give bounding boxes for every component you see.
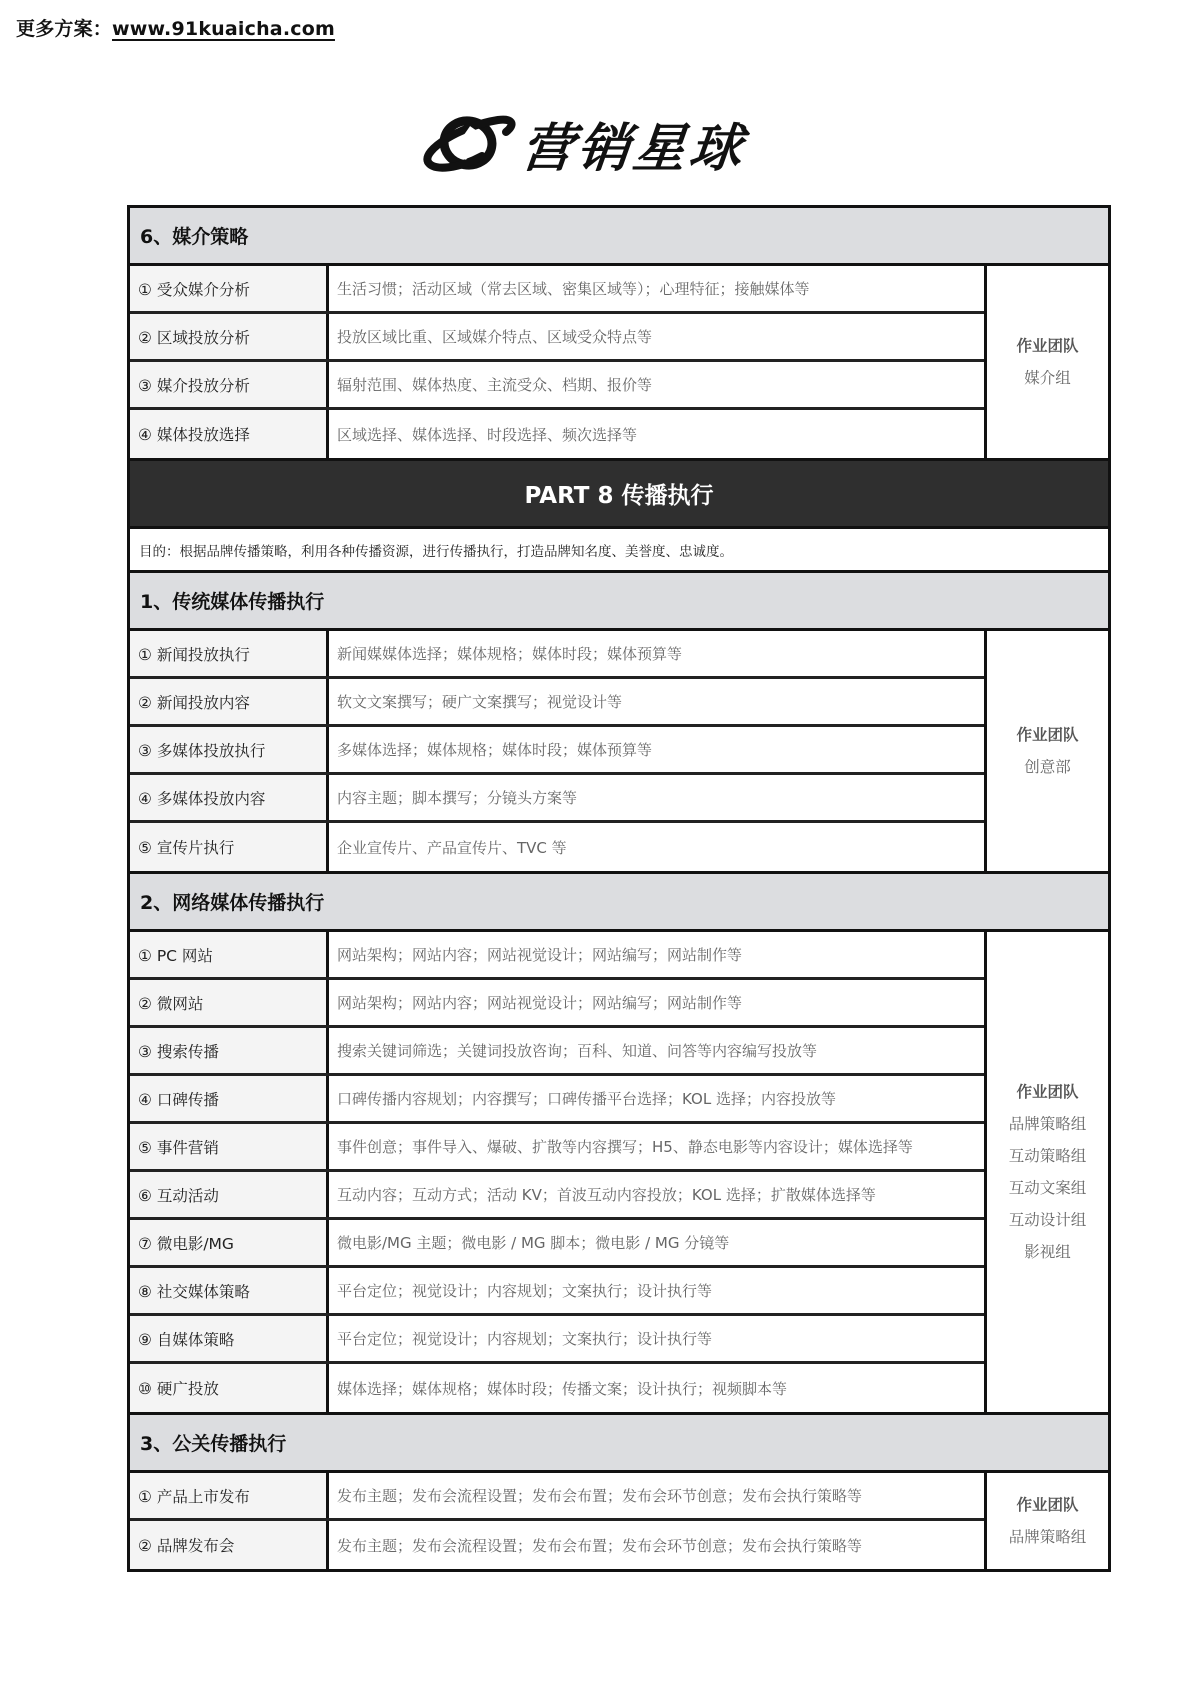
table-row	[130, 362, 984, 410]
row-content: 多媒体选择；媒体规格；媒体时段；媒体预算等	[329, 727, 984, 772]
team-member: 互动设计组	[1008, 1211, 1087, 1229]
section-group-pr	[130, 1473, 1108, 1569]
team-member: 创意部	[1024, 758, 1071, 776]
row-content: 软文文案撰写；硬广文案撰写；视觉设计等	[329, 679, 984, 724]
more-plans-label: 更多方案：	[16, 18, 113, 40]
team-member: 互动策略组	[1008, 1147, 1087, 1165]
table-row	[130, 1220, 984, 1268]
table-row	[130, 314, 984, 362]
row-content: 辐射范围、媒体热度、主流受众、档期、报价等	[329, 362, 984, 407]
row-content: 投放区域比重、区域媒介特点、区域受众特点等	[329, 314, 984, 359]
row-label: ⑩ 硬广投放	[130, 1364, 329, 1412]
row-label: ⑨ 自媒体策略	[130, 1316, 329, 1361]
table-row	[130, 410, 984, 458]
team-member: 品牌策略组	[1008, 1528, 1087, 1546]
table-row	[130, 1364, 984, 1412]
row-label: ② 区域投放分析	[130, 314, 329, 359]
more-plans-link-line	[16, 14, 335, 41]
row-content: 企业宣传片、产品宣传片、TVC 等	[329, 823, 984, 871]
row-label: ② 微网站	[130, 980, 329, 1025]
table-row	[130, 1473, 984, 1521]
table-row	[130, 775, 984, 823]
row-content: 新闻媒媒体选择；媒体规格；媒体时段；媒体预算等	[329, 631, 984, 676]
plan-table	[127, 205, 1111, 1572]
part-title: PART 8 传播执行	[130, 461, 1108, 529]
row-content: 网站架构；网站内容；网站视觉设计；网站编写；网站制作等	[329, 980, 984, 1025]
team-member: 品牌策略组	[1008, 1115, 1087, 1133]
team-member: 互动文案组	[1008, 1179, 1087, 1197]
table-row	[130, 1268, 984, 1316]
row-label: ③ 搜索传播	[130, 1028, 329, 1073]
section-title-traditional-media: 1、传统媒体传播执行	[130, 573, 1108, 631]
section-title-online-media: 2、网络媒体传播执行	[130, 874, 1108, 932]
row-label: ① 产品上市发布	[130, 1473, 329, 1518]
row-content: 区域选择、媒体选择、时段选择、频次选择等	[329, 410, 984, 458]
row-content: 互动内容；互动方式；活动 KV；首波互动内容投放；KOL 选择；扩散媒体选择等	[329, 1172, 984, 1217]
row-label: ⑥ 互动活动	[130, 1172, 329, 1217]
table-row	[130, 1076, 984, 1124]
row-label: ① PC 网站	[130, 932, 329, 977]
team-cell	[984, 1473, 1108, 1569]
table-row	[130, 266, 984, 314]
row-label: ③ 媒介投放分析	[130, 362, 329, 407]
table-row	[130, 1172, 984, 1220]
team-title: 作业团队	[1016, 337, 1079, 355]
row-content: 搜索关键词筛选；关键词投放咨询；百科、知道、问答等内容编写投放等	[329, 1028, 984, 1073]
section-group-online-media	[130, 932, 1108, 1415]
row-label: ⑤ 事件营销	[130, 1124, 329, 1169]
row-content: 口碑传播内容规划；内容撰写；口碑传播平台选择；KOL 选择；内容投放等	[329, 1076, 984, 1121]
section-group-traditional-media	[130, 631, 1108, 874]
brand-name: 营销星球	[518, 118, 749, 179]
row-content: 平台定位；视觉设计；内容规划；文案执行；设计执行等	[329, 1268, 984, 1313]
table-row	[130, 679, 984, 727]
table-row	[130, 1028, 984, 1076]
table-row	[130, 1521, 984, 1569]
row-label: ⑦ 微电影/MG	[130, 1220, 329, 1265]
row-content: 生活习惯；活动区域（常去区域、密集区域等）；心理特征；接触媒体等	[329, 266, 984, 311]
table-row	[130, 932, 984, 980]
row-content: 发布主题；发布会流程设置；发布会布置；发布会环节创意；发布会执行策略等	[329, 1473, 984, 1518]
table-row	[130, 631, 984, 679]
table-row	[130, 1316, 984, 1364]
team-title: 作业团队	[1016, 1496, 1079, 1514]
brand-logo	[420, 108, 749, 179]
row-label: ① 新闻投放执行	[130, 631, 329, 676]
team-cell	[984, 932, 1108, 1412]
team-title: 作业团队	[1016, 1083, 1079, 1101]
row-content: 事件创意；事件导入、爆破、扩散等内容撰写；H5、静态电影等内容设计；媒体选择等	[329, 1124, 984, 1169]
row-label: ① 受众媒介分析	[130, 266, 329, 311]
row-label: ② 新闻投放内容	[130, 679, 329, 724]
row-label: ④ 媒体投放选择	[130, 410, 329, 458]
row-content: 发布主题；发布会流程设置；发布会布置；发布会环节创意；发布会执行策略等	[329, 1521, 984, 1569]
planet-ring-icon	[420, 110, 516, 176]
row-label: ③ 多媒体投放执行	[130, 727, 329, 772]
row-content: 平台定位；视觉设计；内容规划；文案执行；设计执行等	[329, 1316, 984, 1361]
team-cell	[984, 266, 1108, 458]
team-cell	[984, 631, 1108, 871]
more-plans-url-link[interactable]: www.91kuaicha.com	[112, 18, 335, 40]
table-row	[130, 980, 984, 1028]
part-purpose: 目的：根据品牌传播策略，利用各种传播资源，进行传播执行，打造品牌知名度、美誉度、忠诚度。	[130, 529, 1108, 573]
row-label: ⑧ 社交媒体策略	[130, 1268, 329, 1313]
row-content: 网站架构；网站内容；网站视觉设计；网站编写；网站制作等	[329, 932, 984, 977]
section-title-pr: 3、公关传播执行	[130, 1415, 1108, 1473]
row-label: ④ 多媒体投放内容	[130, 775, 329, 820]
team-title: 作业团队	[1016, 726, 1079, 744]
row-content: 微电影/MG 主题；微电影 / MG 脚本；微电影 / MG 分镜等	[329, 1220, 984, 1265]
row-content: 媒体选择；媒体规格；媒体时段；传播文案；设计执行；视频脚本等	[329, 1364, 984, 1412]
table-row	[130, 727, 984, 775]
section-group-media-strategy	[130, 266, 1108, 461]
section-title-media-strategy: 6、媒介策略	[130, 208, 1108, 266]
row-label: ④ 口碑传播	[130, 1076, 329, 1121]
table-row	[130, 823, 984, 871]
team-member: 影视组	[1024, 1243, 1071, 1261]
team-member: 媒介组	[1024, 369, 1071, 387]
table-row	[130, 1124, 984, 1172]
row-label: ② 品牌发布会	[130, 1521, 329, 1569]
row-label: ⑤ 宣传片执行	[130, 823, 329, 871]
row-content: 内容主题；脚本撰写；分镜头方案等	[329, 775, 984, 820]
